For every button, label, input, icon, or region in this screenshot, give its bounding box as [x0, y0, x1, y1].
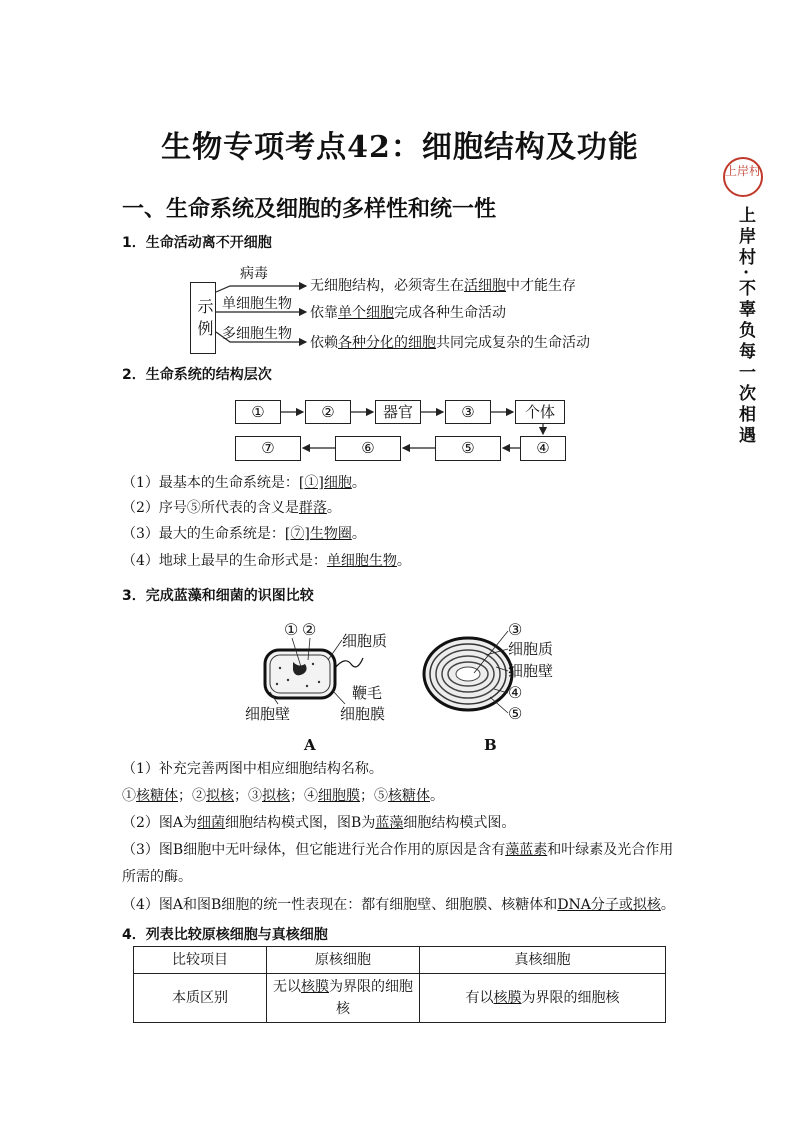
flow-box-7: ⑦ [235, 436, 301, 461]
q2-4: （4）地球上最早的生命形式是：单细胞生物。 [122, 553, 411, 569]
q3-3-line2: 所需的酶。 [122, 869, 192, 885]
row-virus-desc: 无细胞结构，必须寄生在活细胞中才能生存 [310, 278, 576, 294]
seal-text: 上岸村 [725, 164, 762, 178]
table-header-row [134, 947, 666, 974]
flow-box-1: ① [235, 400, 281, 424]
item4-heading: 4．列表比较原核细胞与真核细胞 [122, 927, 328, 943]
figB-leader-lines [470, 625, 515, 720]
figA-caption: A [304, 736, 316, 754]
row-multicellular-desc: 依赖各种分化的细胞共同完成复杂的生命活动 [310, 335, 590, 351]
q3-1: （1）补充完善两图中相应细胞结构名称。 [122, 761, 383, 777]
item3-heading: 3．完成蓝藻和细菌的识图比较 [122, 588, 314, 604]
q3-2: （2）图A为细菌细胞结构模式图，图B为蓝藻细胞结构模式图。 [122, 815, 516, 831]
table-row [134, 974, 666, 1023]
figB-label-4: ④ [508, 683, 523, 702]
table-cell: 有以核膜为界限的细胞核 [420, 974, 666, 1023]
table-header: 原核细胞 [267, 947, 420, 974]
figA-label-2: ② [302, 620, 317, 639]
row-unicellular-name: 单细胞生物 [222, 296, 292, 312]
figA-label-cytoplasm: 细胞质 [342, 632, 388, 650]
flow-arrows [230, 395, 575, 470]
table-cell: 本质区别 [134, 974, 267, 1023]
figA-label-wall: 细胞壁 [245, 705, 291, 723]
sidebar-motto: 上岸村·不辜负每一次相遇 [735, 206, 755, 447]
row-unicellular-desc: 依靠单个细胞完成各种生命活动 [310, 305, 506, 321]
figA-label-1: ① [284, 620, 299, 639]
figA-leader-lines [240, 630, 370, 715]
q3-answers: ①核糖体；②拟核；③拟核；④细胞膜；⑤核糖体。 [122, 788, 444, 804]
q3-3: （3）图B细胞中无叶绿体，但它能进行光合作用的原因是含有藻蓝素和叶绿素及光合作用 [122, 842, 674, 858]
flow-box-individual: 个体 [515, 400, 565, 424]
section-heading: 一、生命系统及细胞的多样性和统一性 [122, 196, 497, 222]
flow-box-3: ③ [445, 400, 491, 424]
flow-box-organ: 器官 [375, 400, 421, 424]
row-multicellular-name: 多细胞生物 [222, 326, 292, 342]
figA-label-flagellum: 鞭毛 [352, 684, 383, 702]
q2-2: （2）序号⑤所代表的含义是群落。 [122, 500, 341, 516]
flow-box-4: ④ [520, 436, 566, 461]
item1-heading: 1．生命活动离不开细胞 [122, 235, 272, 251]
q2-1: （1）最基本的生命系统是：[①]细胞。 [122, 475, 366, 491]
figB-label-5: ⑤ [508, 704, 523, 723]
comparison-table [133, 946, 666, 1023]
flow-box-5: ⑤ [435, 436, 501, 461]
figA-label-membrane: 细胞膜 [340, 705, 386, 723]
flow-box-2: ② [305, 400, 351, 424]
q3-4: （4）图A和图B细胞的统一性表现在：都有细胞壁、细胞膜、核糖体和DNA分子或拟核。 [122, 897, 675, 913]
row-virus-name: 病毒 [240, 266, 268, 282]
table-cell: 无以核膜为界限的细胞 核 [267, 974, 420, 1023]
flow-box-6: ⑥ [335, 436, 401, 461]
table-header: 比较项目 [134, 947, 267, 974]
item2-heading: 2．生命系统的结构层次 [122, 367, 272, 383]
figB-label-wall: 细胞壁 [508, 662, 554, 680]
table-header: 真核细胞 [420, 947, 666, 974]
figB-label-cytoplasm: 细胞质 [508, 640, 554, 658]
q2-3: （3）最大的生命系统是：[⑦]生物圈。 [122, 526, 366, 542]
figB-label-3: ③ [508, 620, 523, 639]
page-title: 生物专项考点42：细胞结构及功能 [161, 130, 639, 165]
figB-caption: B [484, 736, 497, 754]
example-label: 示例 [190, 282, 216, 354]
